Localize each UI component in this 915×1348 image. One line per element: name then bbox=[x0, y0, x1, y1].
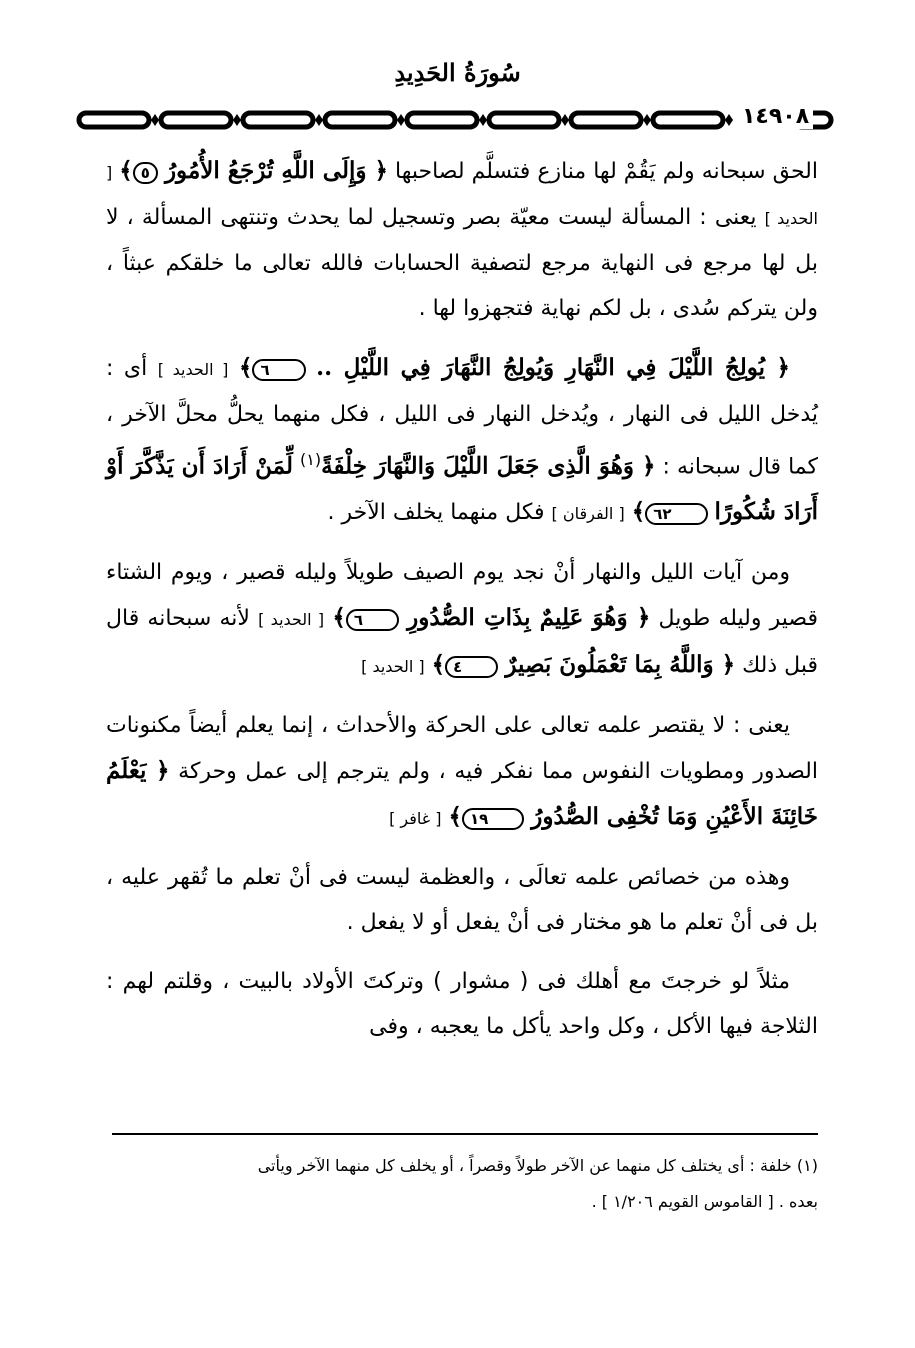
page-number: ١٤٩٠٨ bbox=[738, 104, 813, 129]
verse-close-bracket: ﴾ bbox=[631, 498, 646, 526]
verse-close-bracket: ﴾ bbox=[119, 157, 133, 184]
quran-verse: لِّمَنْ أَرَادَ أَن يَذَّكَّرَ أَوْ أَرَادَ شُكُورًا bbox=[106, 452, 818, 526]
body-text-span: وهذه من خصائص علمه تعالَى ، والعظمة ليست فى أنْ تعلم ما تُقهر عليه ، بل فى أنْ تعلم ما هو مختار فى أنْ يفعل أو لا يفعل . bbox=[106, 865, 818, 936]
surah-reference: [ الحديد ] bbox=[361, 657, 425, 677]
body-text-span: أى : يُدخل الليل فى النهار ، ويُدخل النهار فى الليل ، فكل منهما يحلُّ محلَّ الآخر ، كما قال سبحانه : bbox=[106, 356, 818, 480]
body-text-span: يعنى : المسألة ليست معيّة بصر وتسجيل لما يحدث وتنتهى المسألة ، لا بل لها مرجع فى النهاية مرجع لتصفية الحسابات فالله تعالى ما خلقكم عبثاً ، ولن يتركم سُدى ، بل لكم نهاية فتجهزوا لها . bbox=[106, 205, 818, 321]
surah-reference: [ الفرقان ] bbox=[551, 504, 625, 524]
verse-close-bracket: ﴾ bbox=[238, 354, 253, 381]
verse-number-badge: ١٩ bbox=[462, 808, 524, 830]
verse-number-badge: ٥ bbox=[133, 162, 158, 184]
footnote-divider bbox=[112, 1133, 818, 1135]
footnote-line: (١) خلفة : أى يختلف كل منهما عن الآخر طولاً وقصراً ، أو يخلف كل منهما الآخر ويأتى bbox=[257, 1156, 818, 1175]
surah-title: سُورَةُ الحَدِيدِ bbox=[394, 58, 521, 87]
footnotes bbox=[106, 1148, 818, 1220]
surah-reference: [ الحديد ] bbox=[106, 163, 818, 228]
quran-verse: ﴿ وَإِلَى اللَّهِ تُرْجَعُ الأُمُورُ bbox=[164, 157, 388, 184]
quran-verse: ﴿ وَهُوَ الَّذِى جَعَلَ اللَّيْلَ وَالنَّهَارَ خِلْفَةً bbox=[321, 452, 656, 480]
body-text-span: فكل منهما يخلف الآخر . bbox=[327, 500, 545, 526]
footnote-marker: (١) bbox=[300, 450, 322, 469]
paragraph bbox=[106, 148, 818, 331]
paragraph bbox=[106, 703, 818, 841]
paragraph bbox=[106, 855, 818, 945]
verse-close-bracket: ﴾ bbox=[332, 604, 346, 632]
body-text bbox=[106, 148, 818, 1063]
quran-verse: ﴿ يُولِجُ اللَّيْلَ فِي النَّهَارِ وَيُولِجُ النَّهَارَ فِي اللَّيْلِ .. bbox=[316, 354, 790, 381]
footnote-line: بعده . [ القاموس القويم ١/٢٠٦ ] . bbox=[591, 1192, 818, 1211]
body-text-span: ومن آيات الليل والنهار أنْ نجد يوم الصيف طويلاً وليله قصير ، ويوم الشتاء قصير وليله طويل bbox=[106, 560, 819, 632]
paragraph bbox=[106, 550, 818, 689]
surah-reference: [ الحديد ] bbox=[258, 610, 325, 630]
surah-reference: [ الحديد ] bbox=[157, 360, 229, 379]
quran-verse: ﴿ وَاللَّهُ بِمَا تَعْمَلُونَ بَصِيرٌ bbox=[505, 651, 736, 679]
verse-close-bracket: ﴾ bbox=[431, 651, 446, 679]
paragraph bbox=[106, 959, 818, 1049]
verse-number-badge: ٦ bbox=[252, 359, 305, 381]
body-text-span: الحق سبحانه ولم يَقُمْ لها منازع فتسلَّم لصاحبها bbox=[395, 159, 818, 184]
verse-close-bracket: ﴾ bbox=[448, 803, 462, 831]
body-text-span: مثلاً لو خرجتَ مع أهلك فى ( مشوار ) وتركتَ الأولاد بالبيت ، وقلتم لهم : الثلاجة فيها الأكل ، وكل واحد يأكل ما يعجبه ، وفى bbox=[106, 969, 818, 1040]
verse-number-badge: ٦٢ bbox=[645, 503, 707, 525]
body-text-span: يعنى : لا يقتصر علمه تعالى على الحركة والأحداث ، إنما يعلم أيضاً مكنونات الصدور ومطويات النفوس مما نفكر فيه ، ولم يترجم إلى عمل وحركة bbox=[106, 713, 818, 785]
verse-number-badge: ٦ bbox=[346, 609, 399, 631]
header-ornament-border bbox=[75, 106, 835, 134]
surah-reference: [ غافر ] bbox=[389, 809, 442, 829]
verse-number-badge: ٤ bbox=[445, 656, 498, 678]
quran-verse: ﴿ يَعْلَمُ خَائِنَةَ الأَعْيُنِ وَمَا تُخْفِى الصُّدُورُ bbox=[106, 757, 818, 831]
quran-verse: ﴿ وَهُوَ عَلِيمٌ بِذَاتِ الصُّدُورِ bbox=[407, 604, 651, 632]
paragraph bbox=[106, 345, 818, 536]
body-text-span: لأنه سبحانه قال قبل ذلك bbox=[106, 606, 818, 679]
